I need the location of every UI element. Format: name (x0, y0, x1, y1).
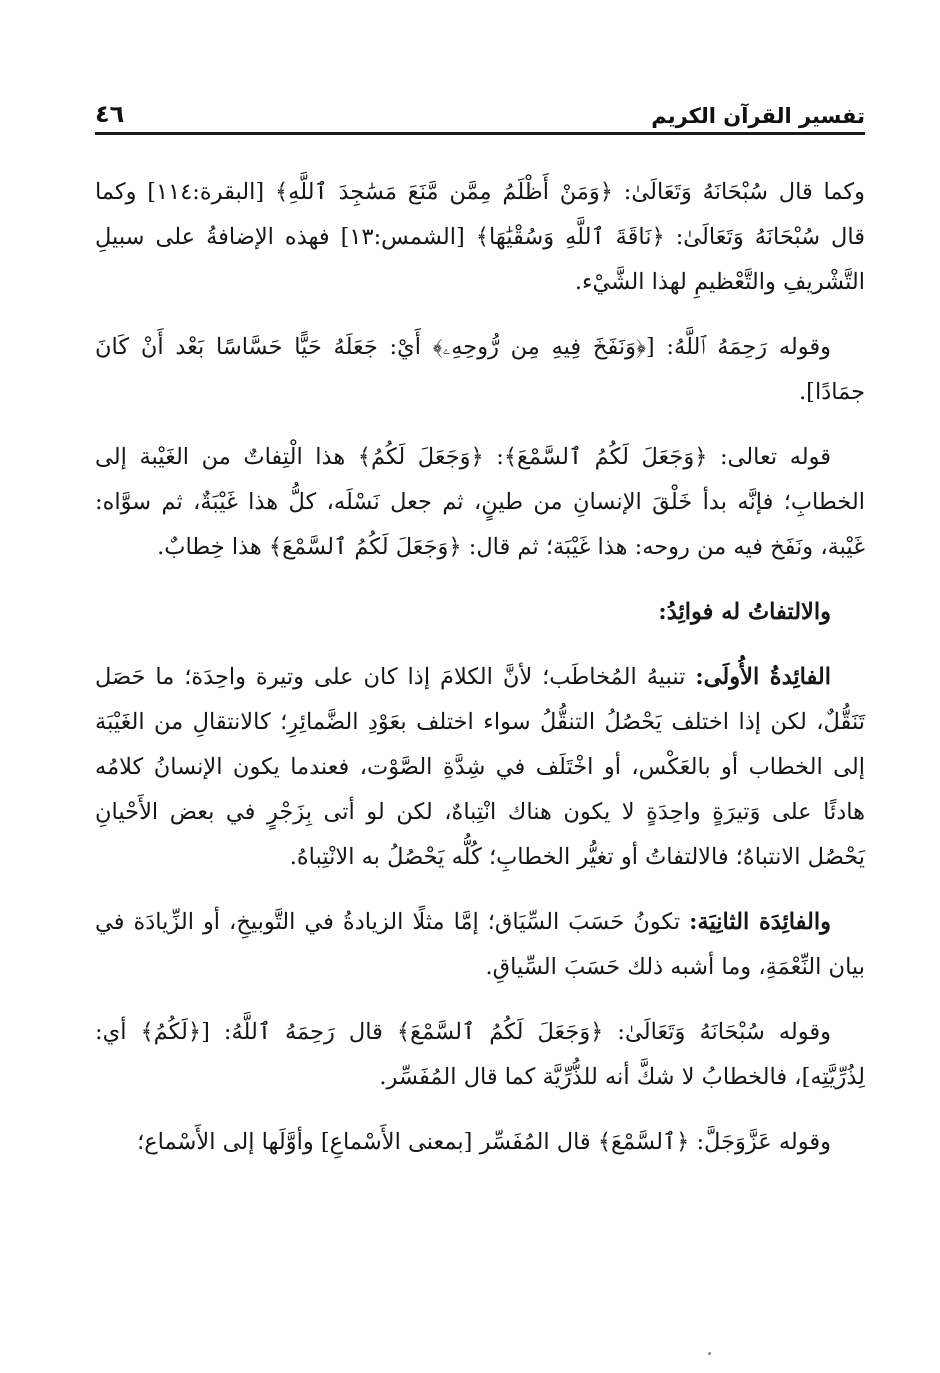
running-header (95, 92, 865, 135)
paragraph-7: وقوله سُبْحَانَهُ وَتَعَالَىٰ: ﴿وَجَعَلَ لَكُمُ ٱلسَّمْعَ﴾ قال رَحِمَهُ ٱللَّهُ: [﴿لَكُمُ﴾ أي: لِذُرِّيَّتِه]، فالخطابُ لا شكَّ أنه للذُّرِّيَّة كما قال المُفَسِّر. (95, 1019, 865, 1090)
benefit-2-lead: والفائِدَة الثانِيَة: (689, 909, 832, 935)
paragraph-2: وقوله رَحِمَهُ ٱللَّهُ: [﴿وَنَفَخَ فِيهِ مِن رُّوحِهِۦ﴾ أَيْ: جَعَلَهُ حَيًّا حَسَّاسًا بَعْد أَنْ كَانَ جمَادًا]. (95, 334, 865, 405)
scan-speck (708, 1352, 711, 1355)
paragraph-3: قوله تعالى: ﴿وَجَعَلَ لَكُمُ ٱلسَّمْعَ﴾: ﴿وَجَعَلَ لَكُمُ﴾ هذا الْتِفاتٌ من الغَيْبة إلى الخطابِ؛ فإنَّه بدأ خَلْقَ الإنسانِ من طينٍ، ثم جعل نَسْلَه، كلُّ هذا غَيْبَةٌ، ثم سوَّاه: غَيْبة، ونَفَخ فيه من روحه: هذا غَيْبَة؛ ثم قال: ﴿وَجَعَلَ لَكُمُ ٱلسَّمْعَ﴾ هذا خِطابٌ. (95, 444, 865, 560)
paragraph-benefit-2 (95, 900, 865, 990)
page-number: ٤٦ (95, 100, 125, 128)
section-heading: والالتفاتُ له فوائِدُ: (658, 599, 831, 625)
page-body (95, 170, 865, 1185)
benefit-2-text: تكونُ حَسَبَ السِّيَاق؛ إمَّا مثلًا الزيادةُ في التَّوبيخِ، أو الزِّيادَة في بيان النِّعْمَةِ، وما أشبه ذلك حَسَبَ السِّياقِ. (95, 909, 865, 980)
book-title: تفسير القرآن الكريم (651, 104, 865, 128)
paragraph-benefit-1 (95, 655, 865, 880)
paragraph-8: وقوله عَزَّوَجَلَّ: ﴿ٱلسَّمْعَ﴾ قال المُفَسِّر [بمعنى الأَسْماعِ] وأوَّلَها إلى الأَسْماع؛ (137, 1129, 831, 1155)
paragraph-1: وكما قال سُبْحَانَهُ وَتَعَالَىٰ: ﴿وَمَنْ أَظْلَمُ مِمَّن مَّنَعَ مَسَٰجِدَ ٱللَّهِ﴾ [البقرة:١١٤] وكما قال سُبْحَانَهُ وَتَعَالَىٰ: ﴿نَاقَةَ ٱللَّهِ وَسُقْيَٰهَا﴾ [الشمس:١٣] فهذه الإضافةُ على سبيلِ التَّشْريفِ والتَّعْظيمِ لهذا الشَّيْء. (95, 179, 866, 295)
benefit-1-lead: الفائِدةُ الأُولَى: (695, 664, 832, 690)
benefit-1-text: تنبيهُ المُخاطَب؛ لأنَّ الكلامَ إذا كان على وتيرة واحِدَة؛ ما حَصَل تَنَقُّلٌ، لكن إذا اختلف يَحْصُلُ التنقُّلُ سواء اختلف بعَوْدِ الضَّمائِرِ؛ كالانتقالِ من الغَيْبَة إلى الخطاب أو بالعَكْس، أو اخْتَلَف في شِدَّةِ الصَّوْت، فعندما يكون الإنسانُ كلامُه هادئًا على وَتيرَةٍ واحِدَةٍ لا يكون هناك انْتِباهٌ، لكن لو أتى بِزَجْرٍ في بعض الأَحْيانِ يَحْصُل الانتباهُ؛ فالالتفاتُ أو تغيُّر الخطابِ؛ كُلُّه يَحْصُلُ به الانْتِباهُ. (95, 664, 865, 870)
